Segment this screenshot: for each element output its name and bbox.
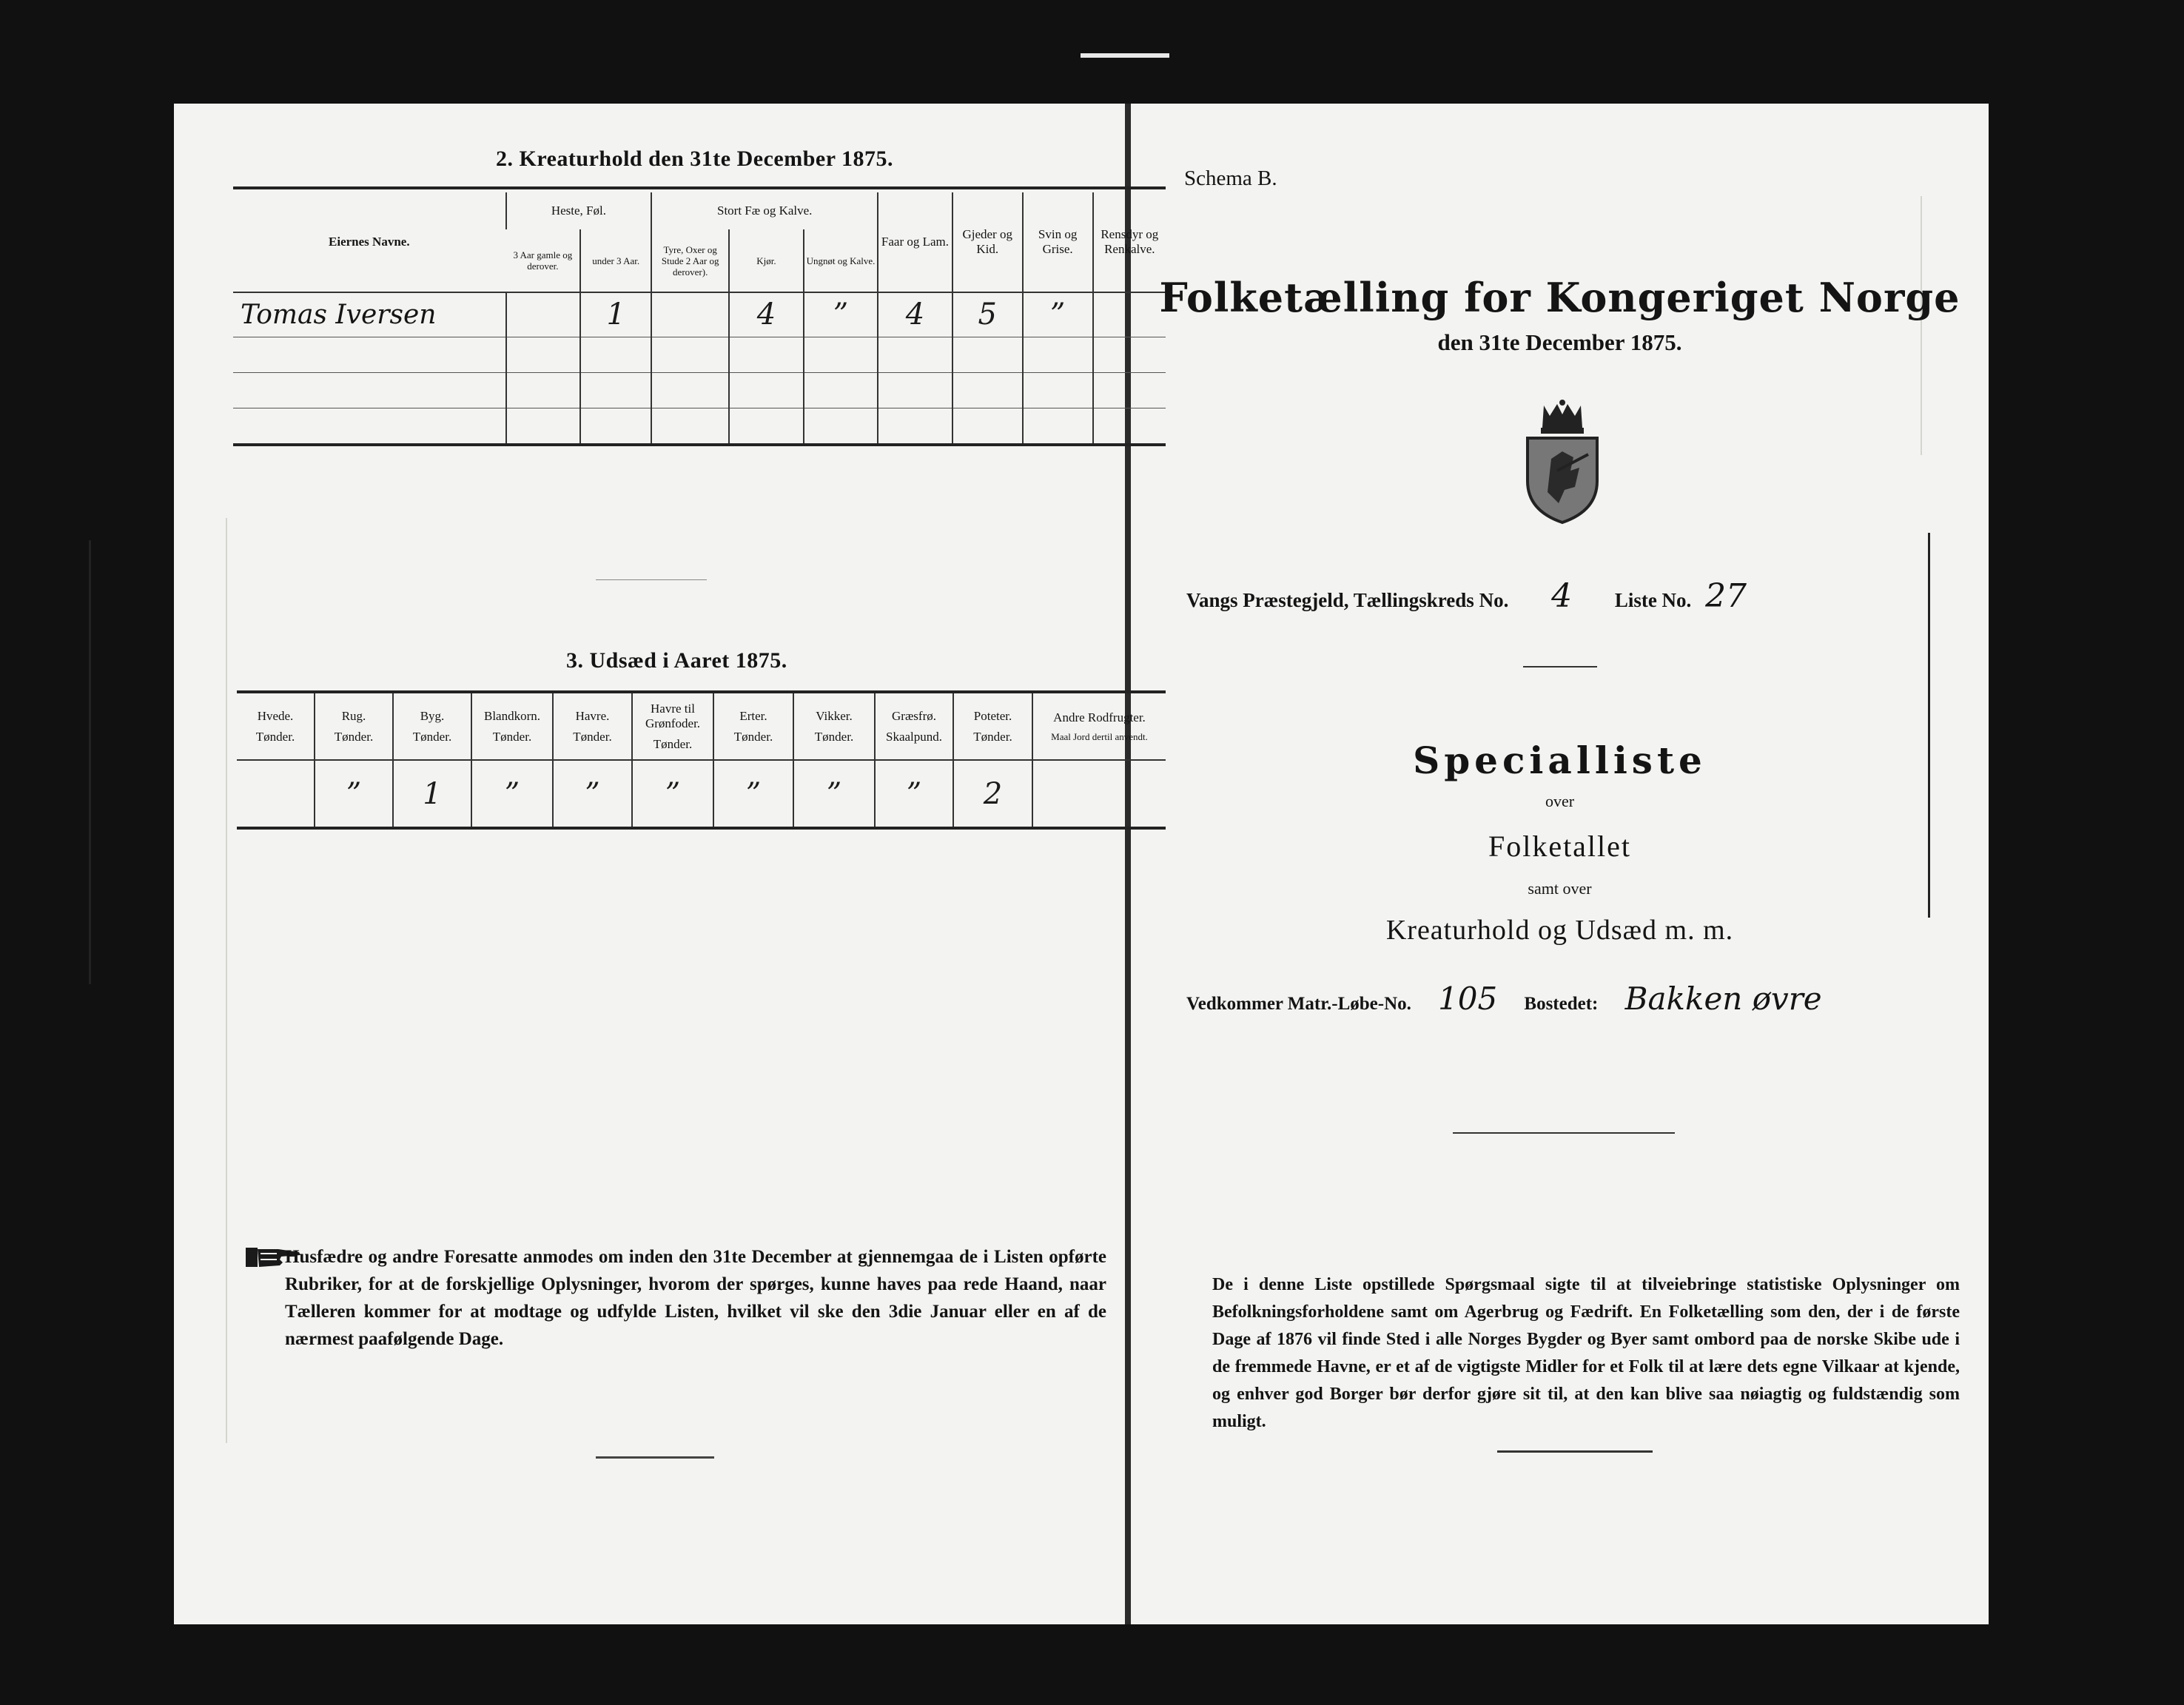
seed-col-label: Poteter. bbox=[973, 708, 1012, 723]
owner-name: Tomas Iversen bbox=[241, 299, 437, 330]
goats-value: 5 bbox=[952, 292, 1023, 337]
divider bbox=[1453, 1132, 1675, 1134]
seed-col-unit: Tønder. bbox=[814, 729, 854, 744]
district-number: 4 bbox=[1551, 577, 1573, 615]
livestock-table bbox=[233, 192, 1166, 446]
seed-col-label: Hvede. bbox=[257, 708, 294, 723]
seed-col-unit: Maal Jord dertil anvendt. bbox=[1051, 731, 1148, 742]
seed-value: ” bbox=[632, 760, 713, 828]
divider bbox=[1523, 666, 1597, 667]
divider bbox=[1497, 1450, 1653, 1453]
seed-col-unit: Tønder. bbox=[653, 736, 693, 751]
sheep-header: Faar og Lam. bbox=[878, 192, 952, 292]
table-row bbox=[237, 760, 1166, 828]
calves-value: ” bbox=[804, 292, 878, 337]
bulls-header: Tyre, Oxer og Stude 2 Aar og derover). bbox=[651, 229, 729, 292]
seed-value: ” bbox=[471, 760, 553, 828]
seed-value: ” bbox=[713, 760, 793, 828]
seed-col-label: Byg. bbox=[420, 708, 445, 723]
seed-col-label: Vikker. bbox=[816, 708, 853, 723]
pigs-header: Svin og Grise. bbox=[1023, 192, 1093, 292]
seed-col-header bbox=[553, 693, 632, 760]
seed-col-header bbox=[713, 693, 793, 760]
district-line bbox=[1186, 577, 1755, 615]
seed-col-label: Andre Rodfrugter. bbox=[1053, 710, 1146, 724]
seed-col-label: Havre til Grønfoder. bbox=[645, 701, 701, 730]
schema-label: Schema B. bbox=[1184, 167, 1277, 190]
calves-header: Ungnøt og Kalve. bbox=[804, 229, 878, 292]
over-text: over bbox=[1545, 792, 1575, 810]
seed-col-label: Blandkorn. bbox=[483, 708, 541, 723]
seed-col-header bbox=[393, 693, 471, 760]
seed-col-label: Havre. bbox=[575, 708, 610, 723]
seed-value: ” bbox=[793, 760, 875, 828]
census-date: den 31te December 1875. bbox=[1437, 329, 1682, 355]
property-line bbox=[1186, 981, 1822, 1017]
seed-value: ” bbox=[875, 760, 953, 828]
divider bbox=[596, 579, 707, 580]
seed-table bbox=[237, 693, 1166, 830]
cows-header: Kjør. bbox=[729, 229, 804, 292]
coat-of-arms-icon bbox=[1522, 400, 1603, 525]
seed-value: ” bbox=[553, 760, 632, 828]
bosted-name: Bakken øvre bbox=[1624, 981, 1822, 1017]
seed-col-header bbox=[315, 693, 393, 760]
seed-col-label: Græsfrø. bbox=[892, 708, 936, 723]
samt-over-text: samt over bbox=[1528, 879, 1592, 898]
list-number: 27 bbox=[1705, 577, 1747, 615]
horses-old-value bbox=[506, 292, 581, 337]
sheep-value: 4 bbox=[878, 292, 952, 337]
cows-value: 4 bbox=[729, 292, 804, 337]
seed-value: ” bbox=[315, 760, 393, 828]
seed-col-label: Rug. bbox=[341, 708, 366, 723]
left-page bbox=[174, 104, 1159, 1624]
scan-edge-mark bbox=[1081, 53, 1169, 58]
seed-col-unit: Skaalpund. bbox=[885, 729, 943, 744]
list-label: Liste No. bbox=[1614, 589, 1692, 611]
seed-col-unit: Tønder. bbox=[255, 729, 295, 744]
seed-col-header bbox=[237, 693, 315, 760]
seed-col-unit: Tønder. bbox=[733, 729, 773, 744]
notice-text: Husfædre og andre Foresatte anmodes om inden den 31te December at gjennemgaa de i Listen opførte Rubriker, for at de forskjellige Oplysninger, hvorom der spørges, kunne haves paa rede Haand, naar Tælleren kommer for at modtage og udfylde Listen, hvilket vil ske den 3die Januar eller en af de nærmest paafølgende Dage. bbox=[285, 1247, 1106, 1349]
seed-col-header bbox=[471, 693, 553, 760]
table-row bbox=[233, 408, 1166, 445]
reindeer-header: Rensdyr og Renkalve. bbox=[1093, 192, 1166, 292]
seed-value bbox=[237, 760, 315, 828]
owner-header: Eiernes Navne. bbox=[233, 192, 506, 292]
folketallet-heading: Folketallet bbox=[1488, 830, 1632, 863]
seed-col-label: Erter. bbox=[739, 708, 767, 723]
horses-old-header: 3 Aar gamle og derover. bbox=[506, 229, 581, 292]
cattle-header: Stort Fæ og Kalve. bbox=[651, 192, 878, 229]
seed-value: 2 bbox=[953, 760, 1032, 828]
parish-suffix: Præstegjeld, Tællingskreds No. bbox=[1237, 589, 1509, 611]
horses-header: Heste, Føl. bbox=[506, 192, 652, 229]
pigs-value: ” bbox=[1023, 292, 1093, 337]
seed-col-header bbox=[793, 693, 875, 760]
kreaturhold-heading: Kreaturhold og Udsæd m. m. bbox=[1385, 915, 1734, 946]
seed-col-header bbox=[953, 693, 1032, 760]
section2-title: 2. Kreaturhold den 31te December 1875. bbox=[496, 147, 893, 171]
parish-name: Vangs bbox=[1186, 589, 1238, 611]
seed-col-unit: Tønder. bbox=[412, 729, 452, 744]
page-title: Folketælling for Kongeriget Norge bbox=[1159, 274, 1960, 321]
seed-value: 1 bbox=[393, 760, 471, 828]
seed-col-unit: Tønder. bbox=[973, 729, 1012, 744]
horses-young-value: 1 bbox=[580, 292, 651, 337]
census-sheet bbox=[174, 104, 1989, 1624]
horses-young-header: under 3 Aar. bbox=[580, 229, 651, 292]
seed-col-unit: Tønder. bbox=[573, 729, 612, 744]
table-row bbox=[233, 292, 1166, 337]
bleed-through-line bbox=[89, 540, 91, 984]
seed-col-unit: Tønder. bbox=[334, 729, 374, 744]
seed-col-header bbox=[875, 693, 953, 760]
right-page bbox=[1131, 104, 1989, 1624]
seed-col-header bbox=[632, 693, 713, 760]
table-row bbox=[233, 372, 1166, 408]
divider bbox=[596, 1456, 714, 1459]
matr-label: Vedkommer Matr.-Løbe-No. bbox=[1186, 994, 1411, 1014]
specialliste-heading: Specialliste bbox=[1413, 739, 1707, 782]
seed-col-unit: Tønder. bbox=[492, 729, 532, 744]
seed-header-row bbox=[237, 693, 1166, 760]
section3-title: 3. Udsæd i Aaret 1875. bbox=[566, 648, 787, 673]
matr-number: 105 bbox=[1438, 981, 1498, 1017]
goats-header: Gjeder og Kid. bbox=[952, 192, 1023, 292]
info-paragraph: De i denne Liste opstillede Spørgsmaal sigte til at tilveiebringe statistiske Oplysninger om Befolkningsforholdene samt om Agerbrug og Fædrift. En Folketælling som den, der i de første Dage af 1876 vil finde Sted i alle Norges Bygder og Byer samt ombord paa de norske Skibe ude i de fremmede Havne, er et af de vigtigste Midler for et Folk til at lære dets egne Vilkaar at kjende, og enhver god Borger bør derfor gjøre sit til, at den kan blive saa nøiagtig og fuldstændig som muligt. bbox=[1212, 1275, 1960, 1431]
bosted-label: Bostedet: bbox=[1524, 994, 1599, 1014]
table-top-rule bbox=[233, 186, 1166, 189]
bulls-value bbox=[651, 292, 729, 337]
table-row bbox=[233, 337, 1166, 372]
